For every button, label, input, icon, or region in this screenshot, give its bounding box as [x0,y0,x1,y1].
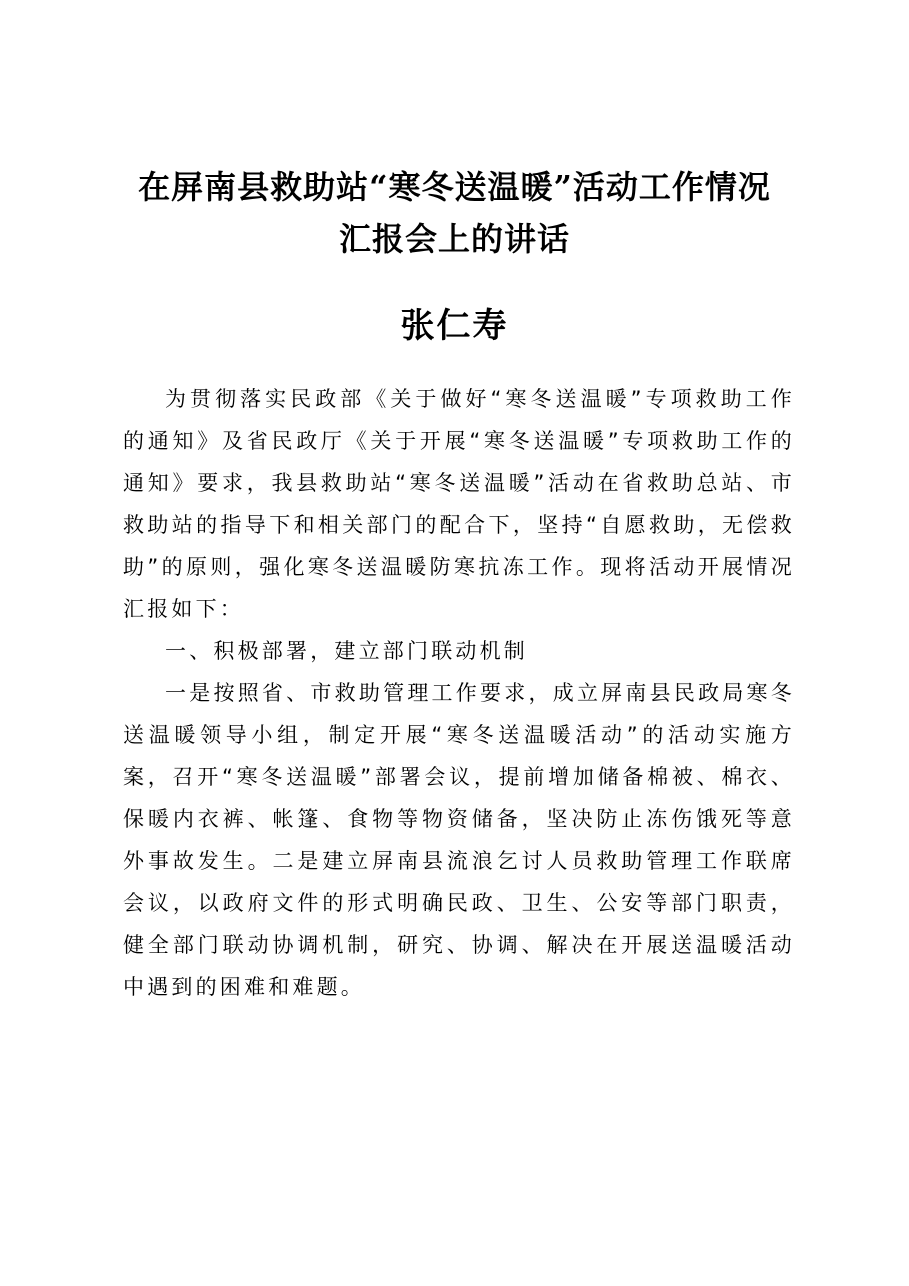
document-title-line-2: 汇报会上的讲话 [338,220,570,258]
document-title-line-1: 在屏南县救助站“寒冬送温暖”活动工作情况 [138,168,771,206]
intro-paragraph: 为贯彻落实民政部《关于做好“寒冬送温暖”专项救助工作的通知》及省民政厅《关于开展“寒冬送温暖”专项救助工作的通知》要求，我县救助站“寒冬送温暖”活动在省救助总站、市救助站的指导下和相关部门的配合下，坚持“自愿救助，无偿救助”的原则，强化寒冬送温暖防寒抗冻工作。现将活动开展情况汇报如下： [123,387,795,621]
section-heading: 一、积极部署，建立部门联动机制 [165,639,528,663]
document-body [123,378,795,1008]
section-paragraph: 一是按照省、市救助管理工作要求，成立屏南县民政局寒冬送温暖领导小组，制定开展“寒冬送温暖活动”的活动实施方案，召开“寒冬送温暖”部署会议，提前增加储备棉被、棉衣、保暖内衣裤、帐篷、食物等物资储备，坚决防止冻伤饿死等意外事故发生。二是建立屏南县流浪乞讨人员救助管理工作联席会议，以政府文件的形式明确民政、卫生、公安等部门职责，健全部门联动协调机制，研究、协调、解决在开展送温暖活动中遇到的困难和难题。 [123,681,795,999]
document-author: 张仁寿 [400,306,509,346]
